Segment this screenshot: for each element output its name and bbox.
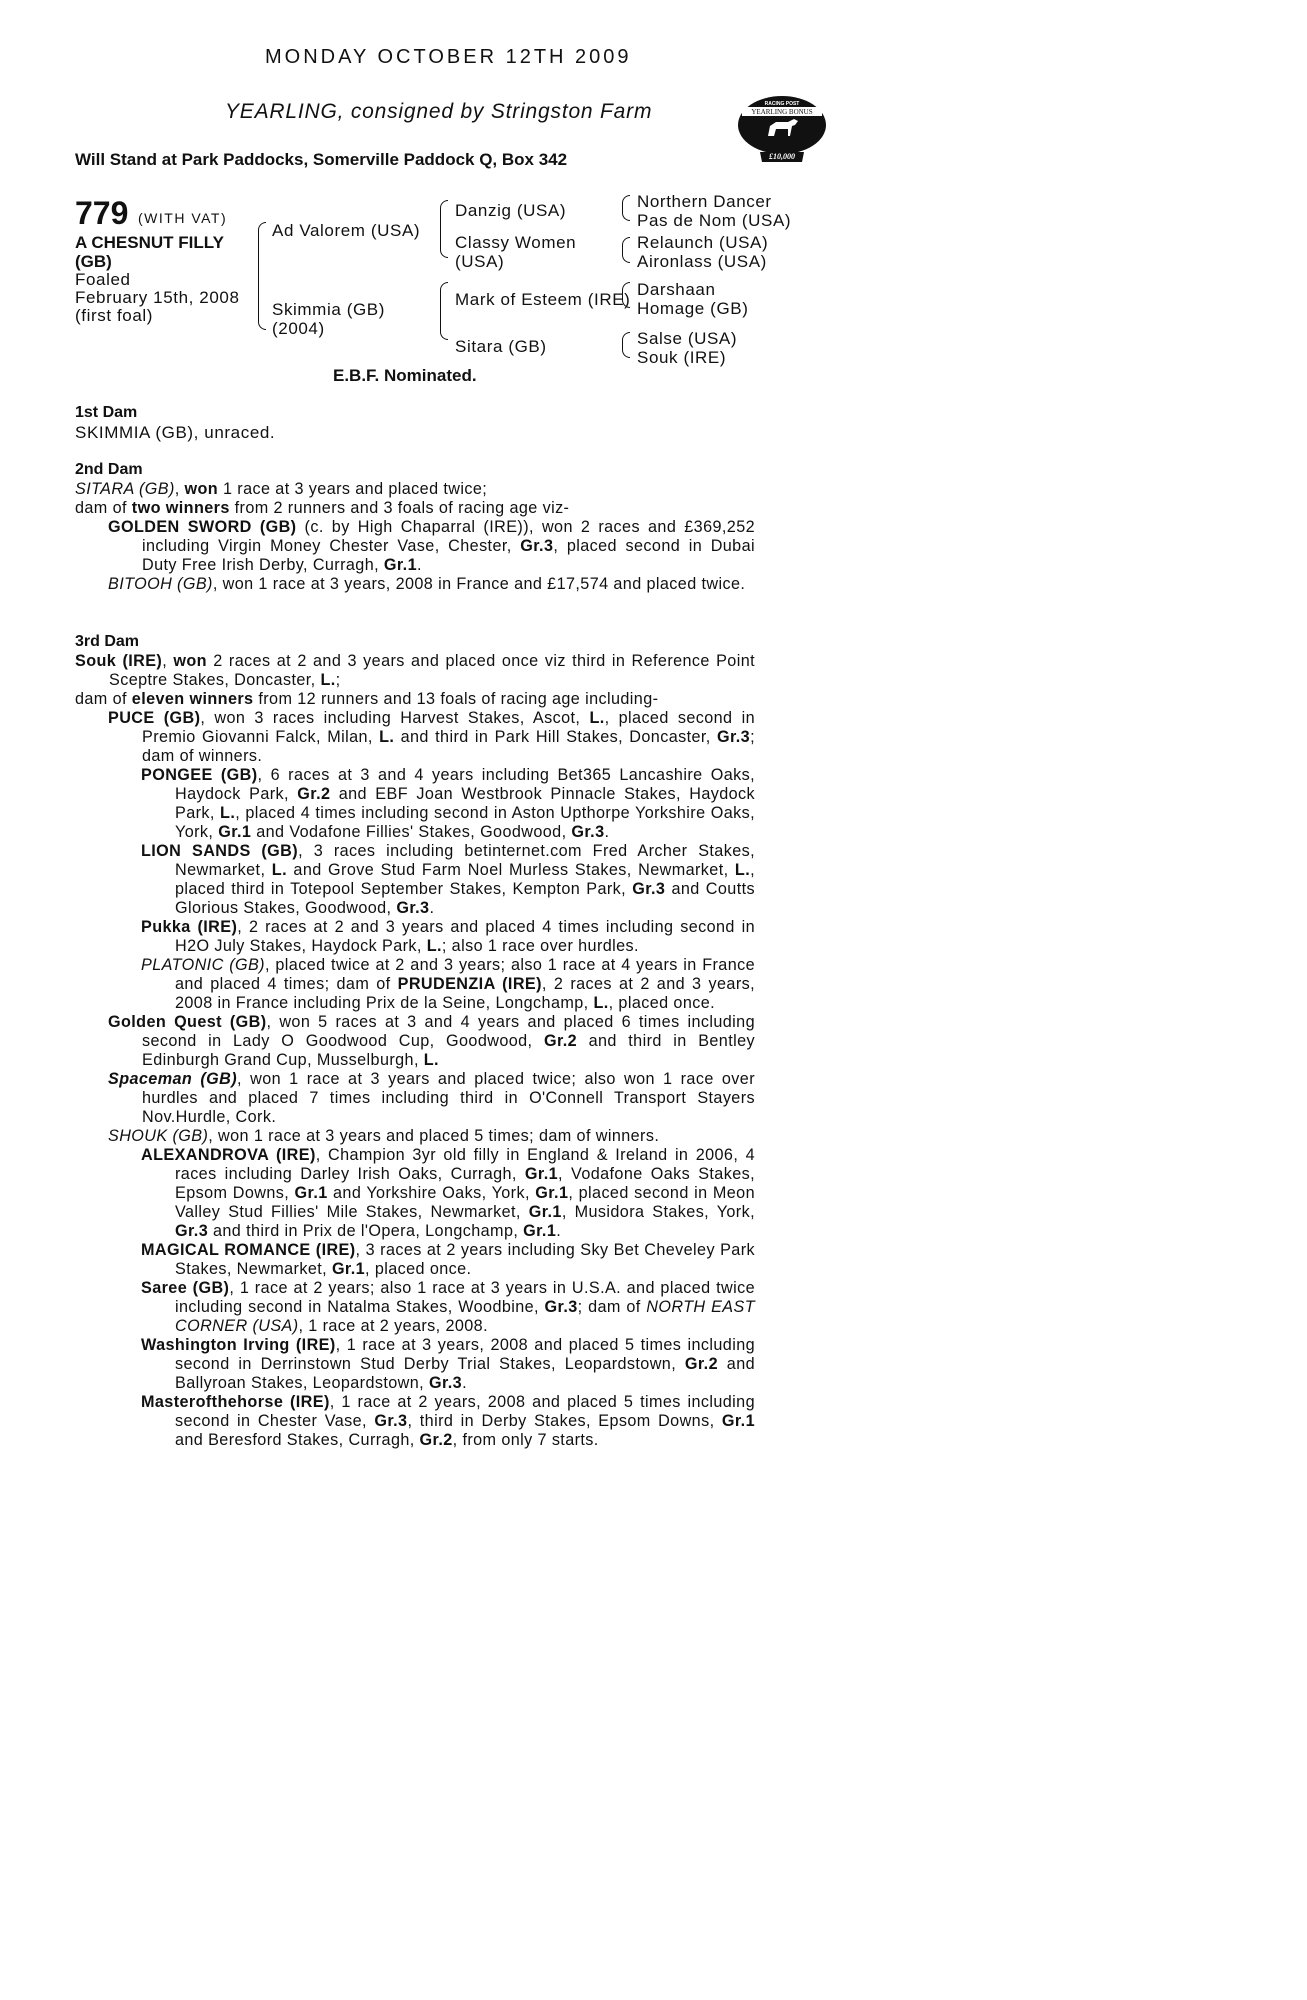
pedigree-brace-sd	[622, 237, 630, 263]
ebf-nominated: E.B.F. Nominated.	[333, 366, 477, 385]
consignor-line: YEARLING, consigned by Stringston Farm	[225, 100, 653, 123]
foaled-label: Foaled	[75, 270, 131, 289]
pedigree-sire-dam-line1: Classy Women	[455, 233, 577, 252]
logo-top-text: RACING POST	[764, 101, 800, 107]
pedigree-dam-line2: (2004)	[272, 319, 325, 338]
stand-location: Will Stand at Park Paddocks, Somerville Paddock Q, Box 342	[75, 150, 568, 169]
yearling-bonus-logo	[732, 92, 832, 166]
second-dam-heading: 2nd Dam	[75, 461, 143, 478]
horse-name-line2: (GB)	[75, 252, 112, 271]
lot-number: 779	[75, 195, 129, 231]
pedigree-dam-line1: Skimmia (GB)	[272, 300, 385, 319]
pedigree-brace-ss	[622, 195, 630, 221]
pedigree-sire-sire: Danzig (USA)	[455, 201, 567, 220]
foaled-info	[75, 271, 240, 325]
horse-name-line1: A CHESNUT FILLY	[75, 233, 224, 252]
first-dam-heading: 1st Dam	[75, 404, 138, 421]
pedigree-sire-dam-line2: (USA)	[455, 252, 505, 271]
logo-band-text: YEARLING BONUS	[751, 108, 813, 116]
sale-date: MONDAY OCTOBER 12TH 2009	[265, 46, 632, 68]
foaled-date: February 15th, 2008	[75, 288, 240, 307]
pedigree-dam-dam: Sitara (GB)	[455, 337, 547, 356]
logo-amount: £10,000	[769, 152, 795, 161]
pedigree-dsd: Homage (GB)	[637, 299, 749, 318]
pedigree-sire: Ad Valorem (USA)	[272, 221, 421, 240]
first-foal: (first foal)	[75, 306, 154, 325]
pedigree-sds: Relaunch (USA)	[637, 233, 769, 252]
pedigree-sdd: Aironlass (USA)	[637, 252, 767, 271]
pedigree-sss: Northern Dancer	[637, 192, 772, 211]
pedigree-ddd: Souk (IRE)	[637, 348, 727, 367]
pedigree-brace-gen1	[258, 222, 266, 330]
third-dam-heading: 3rd Dam	[75, 633, 140, 650]
pedigree-ssd: Pas de Nom (USA)	[637, 211, 792, 230]
pedigree-dam	[272, 300, 385, 338]
pedigree-brace-dd	[622, 332, 630, 358]
third-dam-body: Souk (IRE), won 2 races at 2 and 3 years and placed once viz third in Reference Point Sceptre Stakes, Doncaster, L.; dam of eleven winners from 12 runners and 13 foals of racing age including- PUCE (GB), won 3 races including Harvest Stakes, Ascot, L., placed second in Premio Giovanni Falck, Milan, L. and third in Park Hill Stakes, Doncaster, Gr.3; dam of winners. PONGEE (GB), 6 races at 3 and 4 years including Bet365 Lancashire Oaks, Haydock Park, Gr.2 and EBF Joan Westbrook Pinnacle Stakes, Haydock Park, L., placed 4 times including second in Aston Upthorpe Yorkshire Oaks, York, Gr.1 and Vodafone Fillies' Stakes, Goodwood, Gr.3. LION SANDS (GB), 3 races including betinternet.com Fred Archer Stakes, Newmarket, L. and Grove Stud Farm Noel Murless Stakes, Newmarket, L., placed third in Totepool September Stakes, Kempton Park, Gr.3 and Coutts Glorious Stakes, Goodwood, Gr.3. Pukka (IRE), 2 races at 2 and 3 years and placed 4 times including second in H2O July Stakes, Haydock Park, L.; also 1 race over hurdles. PLATONIC (GB), placed twice at 2 and 3 years; also 1 race at 4 years in France and placed 4 times; dam of PRUDENZIA (IRE), 2 races at 2 and 3 years, 2008 in France including Prix de la Seine, Longchamp, L., placed once. Golden Quest (GB), won 5 races at 3 and 4 years and placed 6 times including second in Lady O Goodwood Cup, Goodwood, Gr.2 and third in Bentley Edinburgh Grand Cup, Musselburgh, L. Spaceman (GB), won 1 race at 3 years and placed twice; also won 1 race over hurdles and placed 7 times including third in O'Connell Transport Stayers Nov.Hurdle, Cork. SHOUK (GB), won 1 race at 3 years and placed 5 times; dam of winners. ALEXANDROVA (IRE), Champion 3yr old filly in England & Ireland in 2006, 4 races including Darley Irish Oaks, Curragh, Gr.1, Vodafone Oaks Stakes, Epsom Downs, Gr.1 and Yorkshire Oaks, York, Gr.1, placed second in Meon Valley Stud Fillies' Mile Stakes, Newmarket, Gr.1, Musidora Stakes, York, Gr.3 and third in Prix de l'Opera, Longchamp, Gr.1. MAGICAL ROMANCE (IRE), 3 races at 2 years including Sky Bet Cheveley Park Stakes, Newmarket, Gr.1, placed once. Saree (GB), 1 race at 2 years; also 1 race at 3 years in U.S.A. and placed twice including second in Natalma Stakes, Woodbine, Gr.3; dam of NORTH EAST CORNER (USA), 1 race at 2 years, 2008. Washington Irving (IRE), 1 race at 3 years, 2008 and placed 5 times including second in Derrinstown Stud Derby Trial Stakes, Leopardstown, Gr.2 and Ballyroan Stakes, Leopardstown, Gr.3. Masterofthehorse (IRE), 1 race at 2 years, 2008 and placed 5 times including second in Chester Vase, Gr.3, third in Derby Stakes, Epsom Downs, Gr.1 and Beresford Stakes, Curragh, Gr.2, from only 7 starts.	[75, 652, 756, 1449]
first-dam-text: SKIMMIA (GB), unraced.	[75, 423, 276, 442]
horse-description	[75, 233, 224, 271]
vat-note: (WITH VAT)	[138, 210, 228, 226]
pedigree-dds: Salse (USA)	[637, 329, 738, 348]
pedigree-dss: Darshaan	[637, 280, 716, 299]
second-dam-body: SITARA (GB), won 1 race at 3 years and placed twice; dam of two winners from 2 runners and 3 foals of racing age viz- GOLDEN SWORD (GB) (c. by High Chaparral (IRE)), won 2 races and £369,252 including Virgin Money Chester Vase, Chester, Gr.3, placed second in Dubai Duty Free Irish Derby, Curragh, Gr.1. BITOOH (GB), won 1 race at 3 years, 2008 in France and £17,574 and placed twice.	[75, 480, 755, 593]
pedigree-sire-dam	[455, 233, 576, 271]
pedigree-brace-dam	[440, 282, 448, 340]
pedigree-dam-sire: Mark of Esteem (IRE)	[455, 290, 631, 309]
pedigree-brace-sire	[440, 200, 448, 258]
